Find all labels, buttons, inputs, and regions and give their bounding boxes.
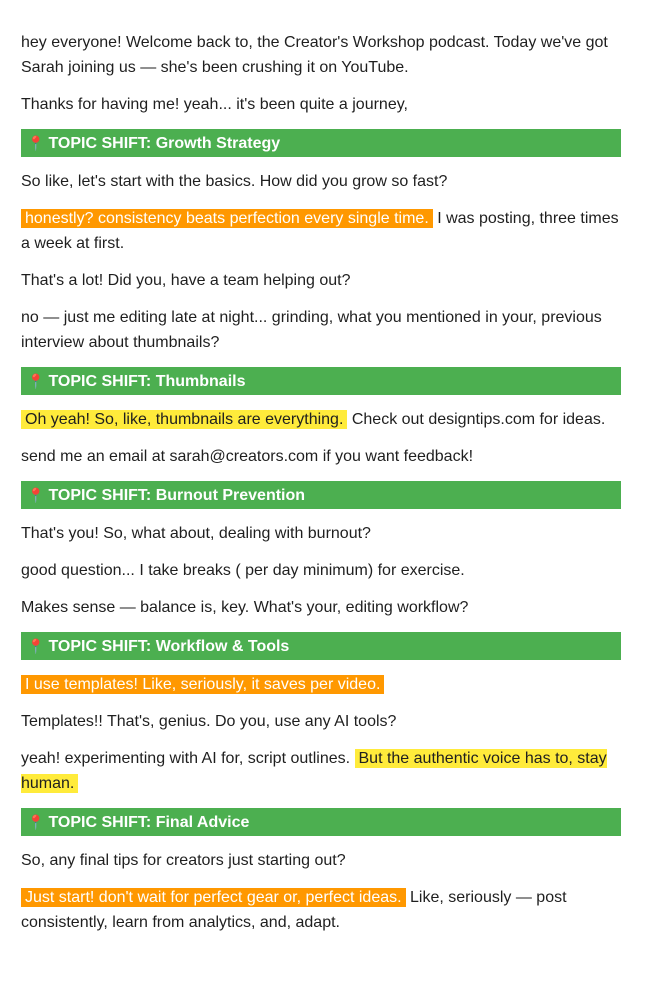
highlight-orange: Just start! don't wait for perfect gear or, perfect ideas. [21,888,406,907]
transcript-line [21,672,621,697]
line-text: That's you! So, what about, dealing with burnout? [21,525,371,542]
topic-shift-banner [21,367,621,395]
line-text: Makes sense — balance is, key. What's your, editing workflow? [21,599,469,616]
transcript-line [21,521,621,546]
highlight-orange: honestly? consistency beats perfection every single time. [21,209,433,228]
line-text: good question... I take breaks ( per day minimum) for exercise. [21,562,465,579]
line-text: hey everyone! Welcome back to, the Creator's Workshop podcast. Today we've got Sarah joining us — she's been crushing it on YouTube. [21,34,608,76]
line-text: Templates!! That's, genius. Do you, use any AI tools? [21,713,397,730]
topic-shift-banner [21,129,621,157]
transcript-line [21,885,621,935]
transcript-line [21,709,621,734]
transcript-line [21,169,621,194]
transcript-line [21,848,621,873]
line-text: So, any final tips for creators just starting out? [21,852,346,869]
highlight-yellow: But the authentic voice has to, stay human. [21,750,607,792]
line-text: Check out designtips.com for ideas. [347,411,606,428]
topic-shift-banner [21,481,621,509]
highlight-orange: I use templates! Like, seriously, it saves per video. [21,675,384,694]
line-text: Thanks for having me! yeah... it's been quite a journey, [21,96,408,113]
topic-shift-label: TOPIC SHIFT: Burnout Prevention [48,487,306,504]
transcript-line [21,407,621,432]
highlight-yellow: Oh yeah! So, like, thumbnails are everything. [21,410,347,429]
pin-icon: 📍 [27,814,45,830]
topic-shift-banner [21,808,621,836]
pin-icon: 📍 [27,638,45,654]
transcript-line [21,206,621,256]
pin-icon: 📍 [27,135,45,151]
topic-shift-label: TOPIC SHIFT: Thumbnails [48,373,246,390]
transcript-line [21,30,621,80]
topic-shift-banner [21,632,621,660]
transcript-line [21,92,621,117]
line-text: I was posting, three times a week at first. [21,210,619,252]
topic-shift-label: TOPIC SHIFT: Final Advice [48,814,250,831]
transcript-line [21,746,621,796]
transcript-line [21,595,621,620]
transcript-line [21,268,621,293]
pin-icon: 📍 [27,487,45,503]
transcript-line [21,444,621,469]
topic-shift-label: TOPIC SHIFT: Growth Strategy [48,135,281,152]
line-text: yeah! experimenting with AI for, script outlines. [21,750,355,767]
transcript-line [21,558,621,583]
transcript [21,30,621,947]
transcript-line [21,305,621,355]
line-text: That's a lot! Did you, have a team helping out? [21,272,351,289]
line-text: So like, let's start with the basics. How did you grow so fast? [21,173,448,190]
pin-icon: 📍 [27,373,45,389]
line-text: no — just me editing late at night... grinding, what you mentioned in your, previous interview about thumbnails? [21,309,602,351]
topic-shift-label: TOPIC SHIFT: Workflow & Tools [48,638,290,655]
line-text: send me an email at sarah@creators.com if you want feedback! [21,448,474,465]
line-text: Like, seriously — post consistently, learn from analytics, and, adapt. [21,889,567,931]
